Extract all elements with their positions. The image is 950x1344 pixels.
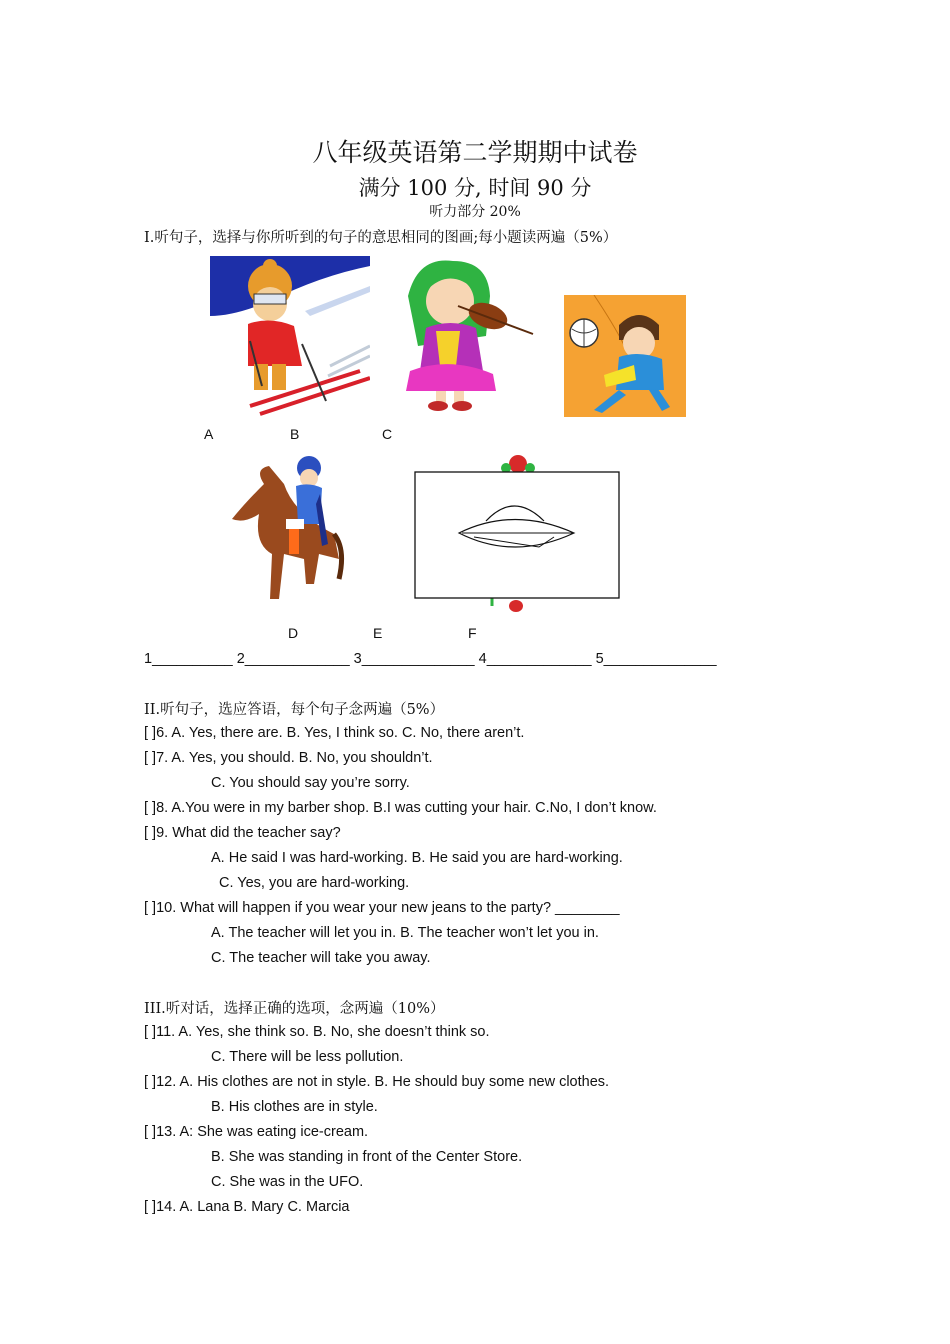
picture-label-a: A [204, 426, 214, 442]
question-11: [ ]11. A. Yes, she think so. B. No, she doesn’t think so. [144, 1024, 490, 1040]
picture-label-f: F [468, 625, 477, 641]
picture-label-d: D [288, 625, 299, 641]
question-6: [ ]6. A. Yes, there are. B. Yes, I think so. C. No, there aren’t. [144, 725, 525, 741]
page-title: 八年级英语第二学期期中试卷 [312, 138, 638, 167]
question-14: [ ]14. A. Lana B. Mary C. Marcia [144, 1199, 350, 1215]
question-10-options-ab: A. The teacher will let you in. B. The teacher won’t let you in. [211, 925, 599, 941]
horse-rider-picture [224, 454, 346, 616]
question-12-option-b: B. His clothes are in style. [211, 1099, 378, 1115]
picture-label-c: C [382, 426, 393, 442]
part-label: 听力部分 20% [429, 204, 521, 220]
question-7-option-c: C. You should say you’re sorry. [211, 775, 410, 791]
question-11-option-c: C. There will be less pollution. [211, 1049, 404, 1065]
question-13-option-c: C. She was in the UFO. [211, 1174, 364, 1190]
section2-heading: II.听句子，选应答语，每个句子念两遍（5%） [144, 702, 445, 718]
question-13-option-b: B. She was standing in front of the Center Store. [211, 1149, 523, 1165]
picture-label-e: E [373, 625, 383, 641]
question-10-option-c: C. The teacher will take you away. [211, 950, 431, 966]
question-8: [ ]8. A.You were in my barber shop. B.I was cutting your hair. C.No, I don’t know. [144, 800, 657, 816]
skier-picture [210, 256, 370, 416]
answer-blanks-line: 1__________ 2_____________ 3______________ 4_____________ 5______________ [144, 651, 717, 667]
violinist-picture [398, 256, 538, 416]
section3-heading: III.听对话，选择正确的选项，念两遍（10%） [144, 1001, 445, 1017]
ufo-picture [414, 471, 620, 599]
volleyball-picture [564, 295, 686, 417]
page-subtitle: 满分 100 分, 时间 90 分 [358, 176, 592, 200]
question-9: [ ]9. What did the teacher say? [144, 825, 341, 841]
question-13: [ ]13. A: She was eating ice-cream. [144, 1124, 369, 1140]
question-7: [ ]7. A. Yes, you should. B. No, you shouldn’t. [144, 750, 433, 766]
section1-heading: I.听句子，选择与你所听到的句子的意思相同的图画;每小题读两遍（5%） [144, 230, 618, 246]
question-10: [ ]10. What will happen if you wear your new jeans to the party? ________ [144, 900, 620, 916]
question-9-options-ab: A. He said I was hard-working. B. He said you are hard-working. [211, 850, 623, 866]
picture-label-b: B [290, 426, 300, 442]
question-12: [ ]12. A. His clothes are not in style. B. He should buy some new clothes. [144, 1074, 610, 1090]
question-9-option-c: C. Yes, you are hard-working. [219, 875, 410, 891]
